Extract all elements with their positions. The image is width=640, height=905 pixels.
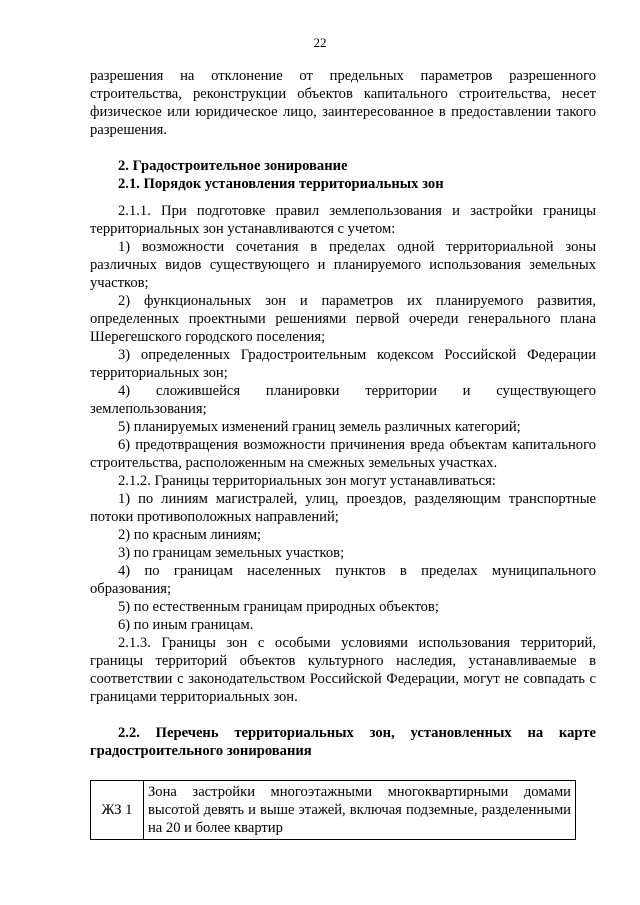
list-item: 4) сложившейся планировки территории и существующего землепользования; <box>90 383 596 417</box>
list-item: 2) по красным линиям; <box>118 527 262 543</box>
list-item: 1) возможности сочетания в пределах одной территориальной зоны различных видов существующего и планируемого использования земельных участков; <box>90 239 596 291</box>
paragraph-2-1-1-intro: 2.1.1. При подготовке правил землепользования и застройки границы территориальных зон устанавливаются с учетом: <box>90 203 596 237</box>
subsection-heading: 2.1. Порядок установления территориальных зон <box>118 176 444 192</box>
list-item: 3) по границам земельных участков; <box>118 545 345 561</box>
page-number: 22 <box>313 35 327 50</box>
table-row <box>91 781 576 840</box>
list-item: 5) по естественным границам природных объектов; <box>118 599 439 615</box>
list-item: 5) планируемых изменений границ земель различных категорий; <box>118 419 521 435</box>
section-heading: 2. Градостроительное зонирование <box>118 158 348 174</box>
subsection-2-2-heading: 2.2. Перечень территориальных зон, установленных на карте градостроительного зонирования <box>90 725 596 759</box>
page-content <box>90 67 596 840</box>
list-item: 6) предотвращения возможности причинения вреда объектам капитального строительства, расположенным на смежных земельных участках. <box>90 437 596 471</box>
list-item: 4) по границам населенных пунктов в пределах муниципального образования; <box>90 563 596 597</box>
zones-table <box>90 780 576 840</box>
list-item: 6) по иным границам. <box>118 617 254 633</box>
list-item: 3) определенных Градостроительным кодексом Российской Федерации территориальных зон; <box>90 347 596 381</box>
zone-code: ЖЗ 1 <box>91 781 144 840</box>
list-item: 1) по линиям магистралей, улиц, проездов, разделяющим транспортные потоки противоположных направлений; <box>90 491 596 525</box>
paragraph-2-1-2-intro: 2.1.2. Границы территориальных зон могут устанавливаться: <box>118 473 496 489</box>
zone-description: Зона застройки многоэтажными многоквартирными домами высотой девять и выше этажей, включая подземные, разделенными на 20 и более квартир <box>144 781 576 840</box>
list-item: 2) функциональных зон и параметров их планируемого развития, определенных проектными решениями первой очереди генерального плана Шерегешского городского поселения; <box>90 293 596 345</box>
intro-continuation: разрешения на отклонение от предельных параметров разрешенного строительства, реконструкции объектов капитального строительства, несет физическое или юридическое лицо, заинтересованное в предоставлении такого разрешения. <box>90 68 596 138</box>
paragraph-2-1-3: 2.1.3. Границы зон с особыми условиями использования территорий, границы территорий объектов культурного наследия, устанавливаемые в соответствии с законодательством Российской Федерации, могут не совпадать с границами территориальных зон. <box>90 635 596 705</box>
